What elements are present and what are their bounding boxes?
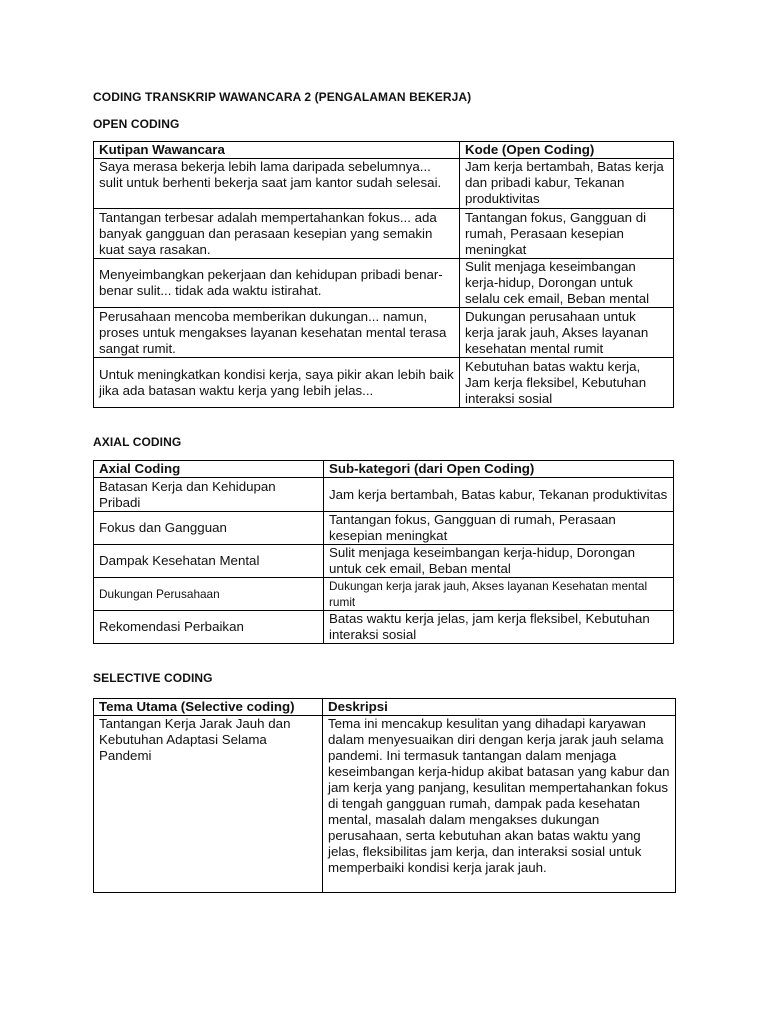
column-header: Kode (Open Coding) bbox=[460, 142, 674, 159]
document-title: CODING TRANSKRIP WAWANCARA 2 (PENGALAMAN BEKERJA) bbox=[93, 90, 472, 104]
sub-category-cell: Sulit menjaga keseimbangan kerja-hidup, Dorongan untuk cek email, Beban mental bbox=[324, 545, 674, 578]
table-row bbox=[94, 358, 674, 408]
open-coding-heading: OPEN CODING bbox=[93, 117, 180, 131]
interview-quote-cell: Perusahaan mencoba memberikan dukungan... namun, proses untuk mengakses layanan kesehatan mental terasa sangat rumit. bbox=[94, 308, 460, 358]
table-row bbox=[94, 512, 674, 545]
axial-coding-heading: AXIAL CODING bbox=[93, 435, 182, 449]
column-header: Deskripsi bbox=[323, 699, 676, 716]
sub-category-cell: Dukungan kerja jarak jauh, Akses layanan Kesehatan mental rumit bbox=[324, 578, 674, 611]
selective-coding-table bbox=[93, 698, 676, 893]
table-header-row bbox=[94, 461, 674, 478]
open-code-cell: Tantangan fokus, Gangguan di rumah, Perasaan kesepian meningkat bbox=[460, 209, 674, 259]
table-row bbox=[94, 478, 674, 512]
axial-coding-table bbox=[93, 460, 674, 644]
axial-category-cell: Fokus dan Gangguan bbox=[94, 512, 324, 545]
table-row bbox=[94, 209, 674, 259]
table-row bbox=[94, 308, 674, 358]
sub-category-cell: Jam kerja bertambah, Batas kabur, Tekanan produktivitas bbox=[324, 478, 674, 512]
column-header: Kutipan Wawancara bbox=[94, 142, 460, 159]
axial-category-cell: Dukungan Perusahaan bbox=[94, 578, 324, 611]
table-row bbox=[94, 159, 674, 209]
open-code-cell: Kebutuhan batas waktu kerja, Jam kerja fleksibel, Kebutuhan interaksi sosial bbox=[460, 358, 674, 408]
sub-category-cell: Tantangan fokus, Gangguan di rumah, Perasaan kesepian meningkat bbox=[324, 512, 674, 545]
axial-category-cell: Batasan Kerja dan Kehidupan Pribadi bbox=[94, 478, 324, 512]
interview-quote-cell: Saya merasa bekerja lebih lama daripada sebelumnya... sulit untuk berhenti bekerja saat jam kantor sudah selesai. bbox=[94, 159, 460, 209]
axial-category-cell: Dampak Kesehatan Mental bbox=[94, 545, 324, 578]
open-coding-table bbox=[93, 141, 674, 408]
table-row bbox=[94, 578, 674, 611]
table-row bbox=[94, 716, 676, 893]
table-row bbox=[94, 611, 674, 644]
table-row bbox=[94, 545, 674, 578]
sub-category-cell: Batas waktu kerja jelas, jam kerja fleksibel, Kebutuhan interaksi sosial bbox=[324, 611, 674, 644]
column-header: Sub-kategori (dari Open Coding) bbox=[324, 461, 674, 478]
axial-category-cell: Rekomendasi Perbaikan bbox=[94, 611, 324, 644]
interview-quote-cell: Tantangan terbesar adalah mempertahankan fokus... ada banyak gangguan dan perasaan kesepian yang semakin kuat saya rasakan. bbox=[94, 209, 460, 259]
open-code-cell: Sulit menjaga keseimbangan kerja-hidup, Dorongan untuk selalu cek email, Beban mental bbox=[460, 259, 674, 308]
column-header: Tema Utama (Selective coding) bbox=[94, 699, 323, 716]
main-theme-cell: Tantangan Kerja Jarak Jauh dan Kebutuhan Adaptasi Selama Pandemi bbox=[94, 716, 323, 893]
table-header-row bbox=[94, 699, 676, 716]
table-header-row bbox=[94, 142, 674, 159]
open-code-cell: Dukungan perusahaan untuk kerja jarak jauh, Akses layanan kesehatan mental rumit bbox=[460, 308, 674, 358]
column-header: Axial Coding bbox=[94, 461, 324, 478]
selective-coding-heading: SELECTIVE CODING bbox=[93, 671, 213, 685]
theme-description-cell: Tema ini mencakup kesulitan yang dihadapi karyawan dalam menyesuaikan diri dengan kerja jarak jauh selama pandemi. Ini termasuk tantangan dalam menjaga keseimbangan kerja-hidup akibat batasan yang kabur dan jam kerja yang panjang, kesulitan mempertahankan fokus di tengah gangguan rumah, dampak pada kesehatan mental, masalah dalam mengakses dukungan perusahaan, serta kebutuhan akan batas waktu yang jelas, fleksibilitas jam kerja, dan interaksi sosial untuk memperbaiki kondisi kerja jarak jauh. bbox=[323, 716, 676, 893]
interview-quote-cell: Untuk meningkatkan kondisi kerja, saya pikir akan lebih baik jika ada batasan waktu kerja yang lebih jelas... bbox=[94, 358, 460, 408]
open-code-cell: Jam kerja bertambah, Batas kerja dan pribadi kabur, Tekanan produktivitas bbox=[460, 159, 674, 209]
table-row bbox=[94, 259, 674, 308]
interview-quote-cell: Menyeimbangkan pekerjaan dan kehidupan pribadi benar-benar sulit... tidak ada waktu istirahat. bbox=[94, 259, 460, 308]
